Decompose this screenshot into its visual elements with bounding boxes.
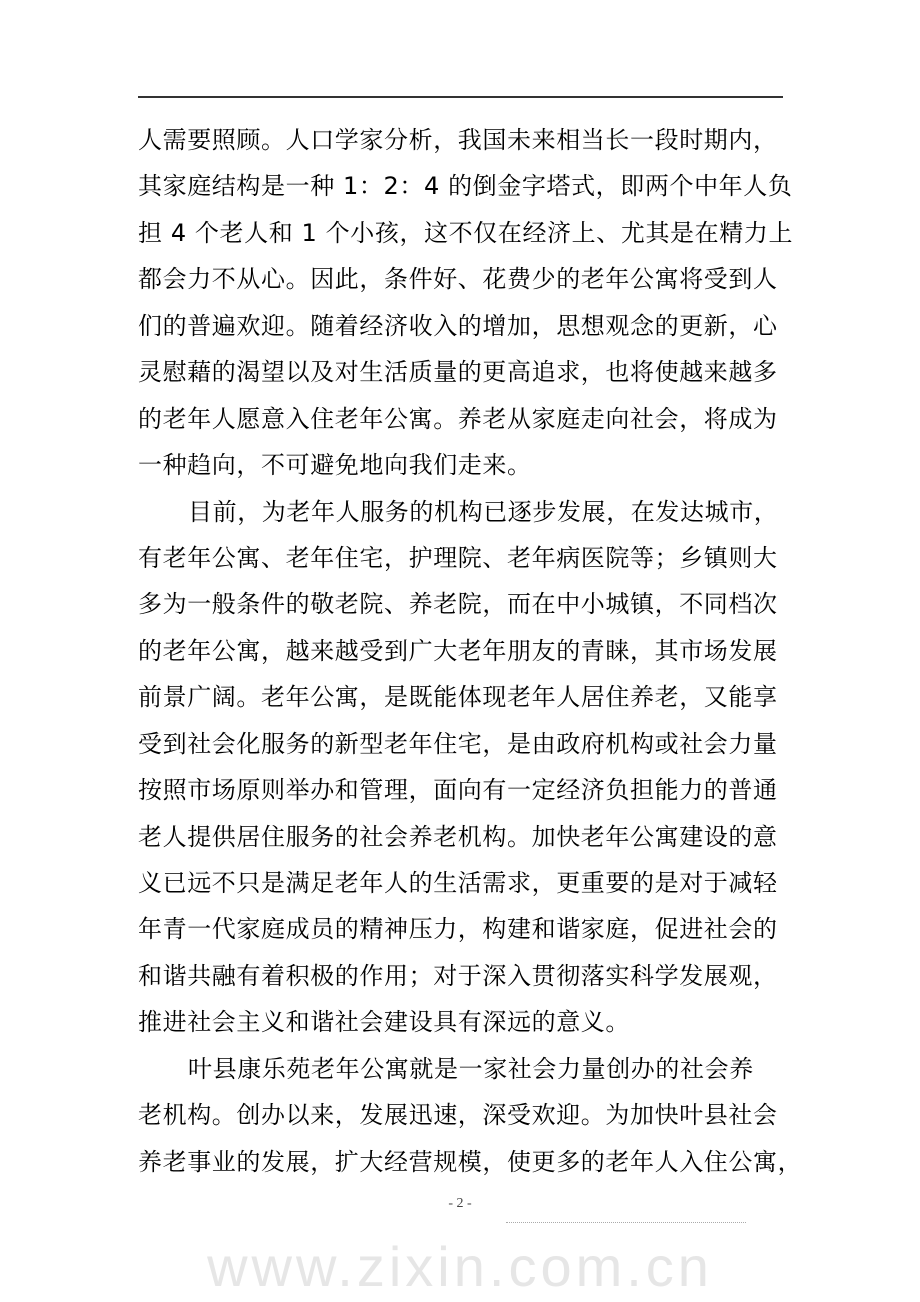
text-line: 都会力不从心。因此，条件好、花费少的老年公寓将受到人 xyxy=(138,265,778,294)
text-line: 老机构。创办以来，发展迅速，深受欢迎。为加快叶县社会 xyxy=(138,1101,778,1130)
text-line: 和谐共融有着积极的作用；对于深入贯彻落实科学发展观， xyxy=(138,961,778,990)
text-line: 人需要照顾。人口学家分析，我国未来相当长一段时期内， xyxy=(138,126,778,154)
text-line: 受到社会化服务的新型老年住宅，是由政府机构或社会力量 xyxy=(138,729,778,758)
text-line: 推进社会主义和谐社会建设具有深远的意义。 xyxy=(138,1008,630,1037)
header-rule xyxy=(138,96,783,98)
paragraph xyxy=(138,117,794,489)
paragraph xyxy=(138,489,788,1046)
text-line: 目前，为老年人服务的机构已逐步发展，在发达城市， xyxy=(188,497,779,526)
text-line: 担 4 个老人和 1 个小孩，这不仅在经济上、尤其是在精力上 xyxy=(138,218,794,247)
text-line: 多为一般条件的敬老院、养老院，而在中小城镇，不同档次 xyxy=(138,590,778,619)
text-line: 其家庭结构是一种 1：2：4 的倒金字塔式，即两个中年人负 xyxy=(138,172,793,201)
footer-dotted-rule xyxy=(506,1222,746,1223)
text-line: 按照市场原则举办和管理，面向有一定经济负担能力的普通 xyxy=(138,776,778,805)
text-line: 有老年公寓、老年住宅，护理院、老年病医院等；乡镇则大 xyxy=(138,543,778,572)
text-line: 的老年人愿意入住老年公寓。养老从家庭走向社会，将成为 xyxy=(138,404,778,433)
text-line: 灵慰藉的渴望以及对生活质量的更高追求，也将使越来越多 xyxy=(138,358,778,387)
watermark: www.zixin.com.cn xyxy=(207,1235,713,1298)
text-line: 年青一代家庭成员的精神压力，构建和谐家庭，促进社会的 xyxy=(138,915,778,944)
text-line: 前景广阔。老年公寓，是既能体现老年人居住养老，又能享 xyxy=(138,683,778,712)
paragraph xyxy=(138,1046,803,1185)
text-line: 的老年公寓，越来越受到广大老年朋友的青睐，其市场发展 xyxy=(138,636,778,665)
document-body xyxy=(138,117,803,1185)
text-line: 们的普遍欢迎。随着经济收入的增加，思想观念的更新，心 xyxy=(138,311,778,340)
text-line: 一种趋向，不可避免地向我们走来。 xyxy=(138,451,532,480)
text-line: 叶县康乐苑老年公寓就是一家社会力量创办的社会养 xyxy=(188,1054,754,1083)
text-line: 养老事业的发展，扩大经营规模，使更多的老年人入住公寓， xyxy=(138,1147,803,1176)
text-line: 老人提供居住服务的社会养老机构。加快老年公寓建设的意 xyxy=(138,822,778,851)
text-line: 义已远不只是满足老年人的生活需求，更重要的是对于减轻 xyxy=(138,869,778,897)
page-number: - 2 - xyxy=(448,1196,472,1211)
